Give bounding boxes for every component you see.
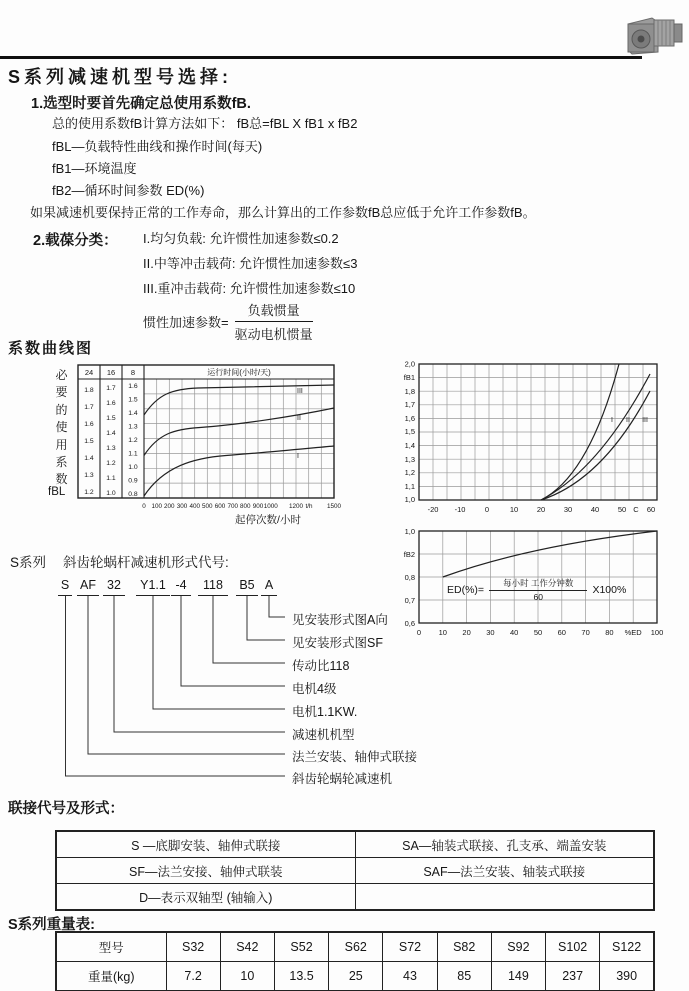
fb2-definition: fB2—循环时间参数 ED(%)	[52, 183, 205, 198]
code-label-ratio: 传动比118	[292, 659, 350, 673]
fbl-grid	[144, 379, 334, 498]
weight-value-cell: 237	[546, 962, 600, 991]
svg-text:1500: 1500	[326, 503, 342, 510]
svg-text:1.4: 1.4	[128, 410, 138, 417]
svg-text:1.6: 1.6	[128, 383, 138, 390]
svg-text:III: III	[297, 388, 303, 395]
curves-heading: 系数曲线图	[8, 340, 94, 357]
svg-text:16: 16	[106, 368, 116, 377]
svg-text:0,7: 0,7	[404, 596, 415, 605]
inertia-denominator: 驱动电机惯量	[234, 327, 313, 342]
inertia-fraction	[235, 300, 313, 343]
weight-value-cell: 25	[329, 962, 383, 991]
fbl-definition: fBL—负载特性曲线和操作时间(每天)	[52, 139, 263, 154]
table-row	[56, 858, 654, 884]
svg-text:1,0: 1,0	[404, 527, 415, 536]
ed-formula-lhs: ED(%)=	[447, 583, 485, 596]
svg-text:-10: -10	[454, 505, 466, 514]
fbl-x-ticks	[142, 503, 341, 510]
inertia-numerator: 负载惯量	[235, 300, 313, 322]
table-row	[56, 932, 654, 962]
svg-text:200: 200	[164, 503, 175, 510]
svg-text:70: 70	[581, 628, 590, 637]
weight-row-label: 重量(kg)	[56, 962, 166, 991]
connection-cell: SA—轴装式联接、孔支承、端盖安装	[355, 831, 654, 858]
fb1-curve-II	[541, 374, 650, 500]
svg-text:1,1: 1,1	[404, 482, 415, 491]
fb1-curve-labels	[611, 417, 648, 424]
svg-text:1000: 1000	[263, 503, 278, 510]
code-label-frame-size: 减速机机型	[292, 728, 355, 742]
fbl-y-axis-suffix: fBL	[48, 486, 66, 498]
fbl-frame	[78, 365, 334, 498]
code-token-118: 118	[198, 578, 228, 596]
svg-text:24: 24	[84, 368, 94, 377]
weight-header-cell: S52	[274, 932, 328, 962]
svg-text:20: 20	[462, 628, 471, 637]
svg-text:0: 0	[484, 505, 490, 514]
svg-text:-20: -20	[427, 505, 439, 514]
weight-header-cell: S42	[220, 932, 274, 962]
svg-text:1.6: 1.6	[84, 421, 94, 428]
weight-header-cell: S102	[546, 932, 600, 962]
svg-text:1,8: 1,8	[404, 387, 415, 396]
inertia-formula-lhs: 惯性加速参数=	[143, 315, 229, 330]
connection-heading: 联接代号及形式：	[8, 801, 124, 817]
svg-text:100: 100	[151, 503, 162, 510]
code-label-series-type: 斜齿轮蜗轮减速机	[292, 772, 393, 786]
svg-text:800: 800	[240, 503, 251, 510]
code-token-A: A	[261, 578, 277, 596]
fb1-grid	[419, 364, 657, 500]
code-token-4: -4	[171, 578, 191, 596]
svg-text:1,3: 1,3	[404, 455, 415, 464]
weight-value-cell: 85	[437, 962, 491, 991]
svg-text:40: 40	[590, 505, 600, 514]
svg-text:1.3: 1.3	[106, 445, 116, 452]
weight-table	[55, 931, 655, 991]
code-token-B5: B5	[236, 578, 258, 596]
fbl-curves	[144, 385, 334, 496]
fbl-y-axis-label: 必要的使用系数	[55, 368, 68, 487]
svg-text:1.0: 1.0	[106, 490, 116, 497]
svg-text:1.0: 1.0	[128, 464, 138, 471]
svg-text:1.3: 1.3	[84, 472, 94, 479]
weight-header-cell: S82	[437, 932, 491, 962]
svg-text:100: 100	[650, 628, 664, 637]
svg-text:1200: 1200	[288, 503, 304, 510]
fbl-curve-III	[144, 385, 334, 415]
svg-text:%ED: %ED	[624, 628, 642, 637]
load-class-2: II.中等冲击载荷: 允许惯性加速参数≤3	[143, 256, 358, 271]
svg-text:III: III	[642, 417, 648, 424]
fbl-chart	[76, 362, 346, 534]
weight-value-cell: 7.2	[166, 962, 220, 991]
svg-text:1,6: 1,6	[404, 414, 415, 423]
connection-cell: D—表示双轴型 (轴输入)	[56, 884, 355, 911]
weight-header-cell: S92	[491, 932, 545, 962]
code-label-mounting-sf: 见安装形式图SF	[292, 636, 383, 650]
svg-text:1.7: 1.7	[106, 385, 116, 392]
svg-text:fB2: fB2	[403, 550, 415, 559]
svg-text:20: 20	[536, 505, 546, 514]
fb1-chart	[393, 358, 669, 516]
fb-formula-line: 总的使用系数fB计算方法如下： fB总=fBL X fB1 x fB2	[52, 116, 358, 131]
weight-heading: S系列重量表:	[8, 917, 95, 933]
fb1-y-ticks	[404, 360, 415, 505]
section2-heading: 2.载葆分类：	[33, 233, 118, 249]
svg-text:1.1: 1.1	[106, 475, 116, 482]
fbl-scale-8h	[128, 383, 138, 498]
svg-text:80: 80	[605, 628, 614, 637]
svg-text:900: 900	[252, 503, 264, 510]
weight-header-cell: S122	[600, 932, 654, 962]
svg-text:60: 60	[557, 628, 566, 637]
svg-text:400: 400	[189, 503, 200, 510]
weight-value-cell: 390	[600, 962, 654, 991]
svg-text:I: I	[611, 417, 613, 424]
svg-text:50: 50	[533, 628, 543, 637]
weight-header-cell: S62	[329, 932, 383, 962]
fb2-x-ticks	[417, 628, 663, 637]
section1-heading: 1.选型时要首先确定总使用系数fB.	[31, 96, 251, 112]
svg-text:t/h: t/h	[305, 503, 313, 510]
load-class-1: I.均匀负载: 允许惯性加速参数≤0.2	[143, 231, 339, 246]
code-label-flange: 法兰安装、轴伸式联接	[292, 750, 418, 764]
connection-cell: SF—法兰安接、轴伸式联装	[56, 858, 355, 884]
svg-text:1.4: 1.4	[106, 430, 116, 437]
fb1-x-ticks	[428, 505, 656, 514]
svg-text:10: 10	[509, 505, 519, 514]
svg-text:60: 60	[646, 505, 656, 514]
svg-text:0.8: 0.8	[128, 491, 138, 498]
svg-text:1,0: 1,0	[404, 495, 415, 504]
fbl-scale-16h	[106, 385, 116, 497]
svg-text:II: II	[297, 415, 301, 422]
svg-text:1.4: 1.4	[84, 455, 94, 462]
model-code-heading: 斜齿轮蜗杆减速机形式代号:	[63, 555, 229, 570]
svg-text:1.5: 1.5	[128, 396, 138, 404]
code-token-Y11: Y1.1	[136, 578, 170, 596]
svg-text:40: 40	[510, 628, 519, 637]
svg-text:1.6: 1.6	[106, 400, 116, 407]
svg-text:30: 30	[563, 505, 573, 514]
fb2-y-ticks	[404, 527, 415, 628]
weight-value-cell: 13.5	[274, 962, 328, 991]
weight-header-cell: S32	[166, 932, 220, 962]
fbl-scale-24h	[84, 387, 94, 496]
header-rule	[0, 56, 642, 59]
gearmotor-photo	[622, 10, 686, 58]
svg-text:2,0: 2,0	[404, 359, 415, 369]
svg-text:10: 10	[438, 628, 447, 637]
svg-text:0.9: 0.9	[128, 477, 138, 485]
ed-denominator: 60	[533, 592, 543, 602]
svg-text:1.2: 1.2	[84, 489, 94, 496]
weight-value-cell: 10	[220, 962, 274, 991]
svg-text:I: I	[297, 453, 299, 460]
code-label-mounting-a: 见安装形式图A向	[292, 613, 388, 627]
svg-text:1.5: 1.5	[106, 415, 116, 422]
svg-text:1,5: 1,5	[404, 427, 415, 436]
weight-header-cell: S72	[383, 932, 437, 962]
svg-text:1.3: 1.3	[128, 423, 138, 431]
svg-text:1.2: 1.2	[128, 437, 138, 444]
svg-text:1,4: 1,4	[404, 441, 415, 450]
svg-text:1.5: 1.5	[84, 438, 94, 445]
svg-text:1.2: 1.2	[106, 460, 116, 467]
svg-text:500: 500	[202, 503, 213, 510]
svg-text:0,6: 0,6	[404, 619, 415, 628]
svg-text:50: 50	[617, 505, 627, 514]
svg-text:1.7: 1.7	[84, 404, 94, 411]
svg-text:II: II	[626, 417, 630, 424]
table-row	[56, 884, 654, 911]
fbl-x-caption: 起停次数/小时	[235, 514, 301, 526]
svg-text:0: 0	[142, 503, 146, 510]
series-label: S系列	[10, 555, 47, 570]
svg-text:1.8: 1.8	[84, 387, 94, 394]
svg-text:300: 300	[176, 503, 188, 510]
connection-cell: S —底脚安装、轴伸式联接	[56, 831, 355, 858]
svg-text:600: 600	[214, 503, 226, 510]
ed-fraction	[489, 577, 587, 602]
svg-text:fB1: fB1	[403, 373, 415, 382]
load-class-3: III.重冲击载荷: 允许惯性加速参数≤10	[143, 281, 356, 296]
ed-formula	[447, 577, 626, 602]
fb1-definition: fB1—环境温度	[52, 161, 137, 176]
page-title: S系列减速机型号选择:	[8, 67, 232, 87]
code-token-32: 32	[103, 578, 125, 596]
code-label-poles: 电机4级	[292, 682, 337, 696]
weight-value-cell: 149	[491, 962, 545, 991]
fbl-top-label: 运行时间(小时/天)	[207, 368, 271, 377]
svg-text:C: C	[633, 505, 639, 514]
motor-body	[654, 20, 674, 46]
code-token-AF: AF	[77, 578, 99, 596]
table-row	[56, 831, 654, 858]
connection-cell: SAF—法兰安装、轴装式联接	[355, 858, 654, 884]
inertia-formula	[143, 300, 313, 343]
connection-cell	[355, 884, 654, 911]
svg-text:0: 0	[416, 628, 422, 637]
weight-header-cell: 型号	[56, 932, 166, 962]
svg-text:700: 700	[227, 503, 238, 510]
lifetime-note: 如果减速机要保持正常的工作寿命，那么计算出的工作参数fB总应低于允许工作参数fB。	[30, 205, 536, 220]
ed-formula-suffix: X100%	[592, 583, 627, 596]
svg-text:0,8: 0,8	[404, 573, 415, 582]
svg-text:1,7: 1,7	[404, 400, 415, 409]
svg-text:30: 30	[486, 628, 495, 637]
connection-table	[55, 830, 655, 911]
ed-numerator: 每小时 工作分钟数	[489, 577, 587, 591]
fbl-column-headers	[85, 367, 271, 377]
svg-text:1,2: 1,2	[404, 468, 415, 477]
code-token-S: S	[58, 578, 72, 596]
code-label-power: 电机1.1KW.	[292, 705, 358, 719]
svg-text:8: 8	[130, 368, 136, 377]
weight-value-cell: 43	[383, 962, 437, 991]
table-row	[56, 962, 654, 991]
svg-text:1.1: 1.1	[128, 450, 138, 458]
